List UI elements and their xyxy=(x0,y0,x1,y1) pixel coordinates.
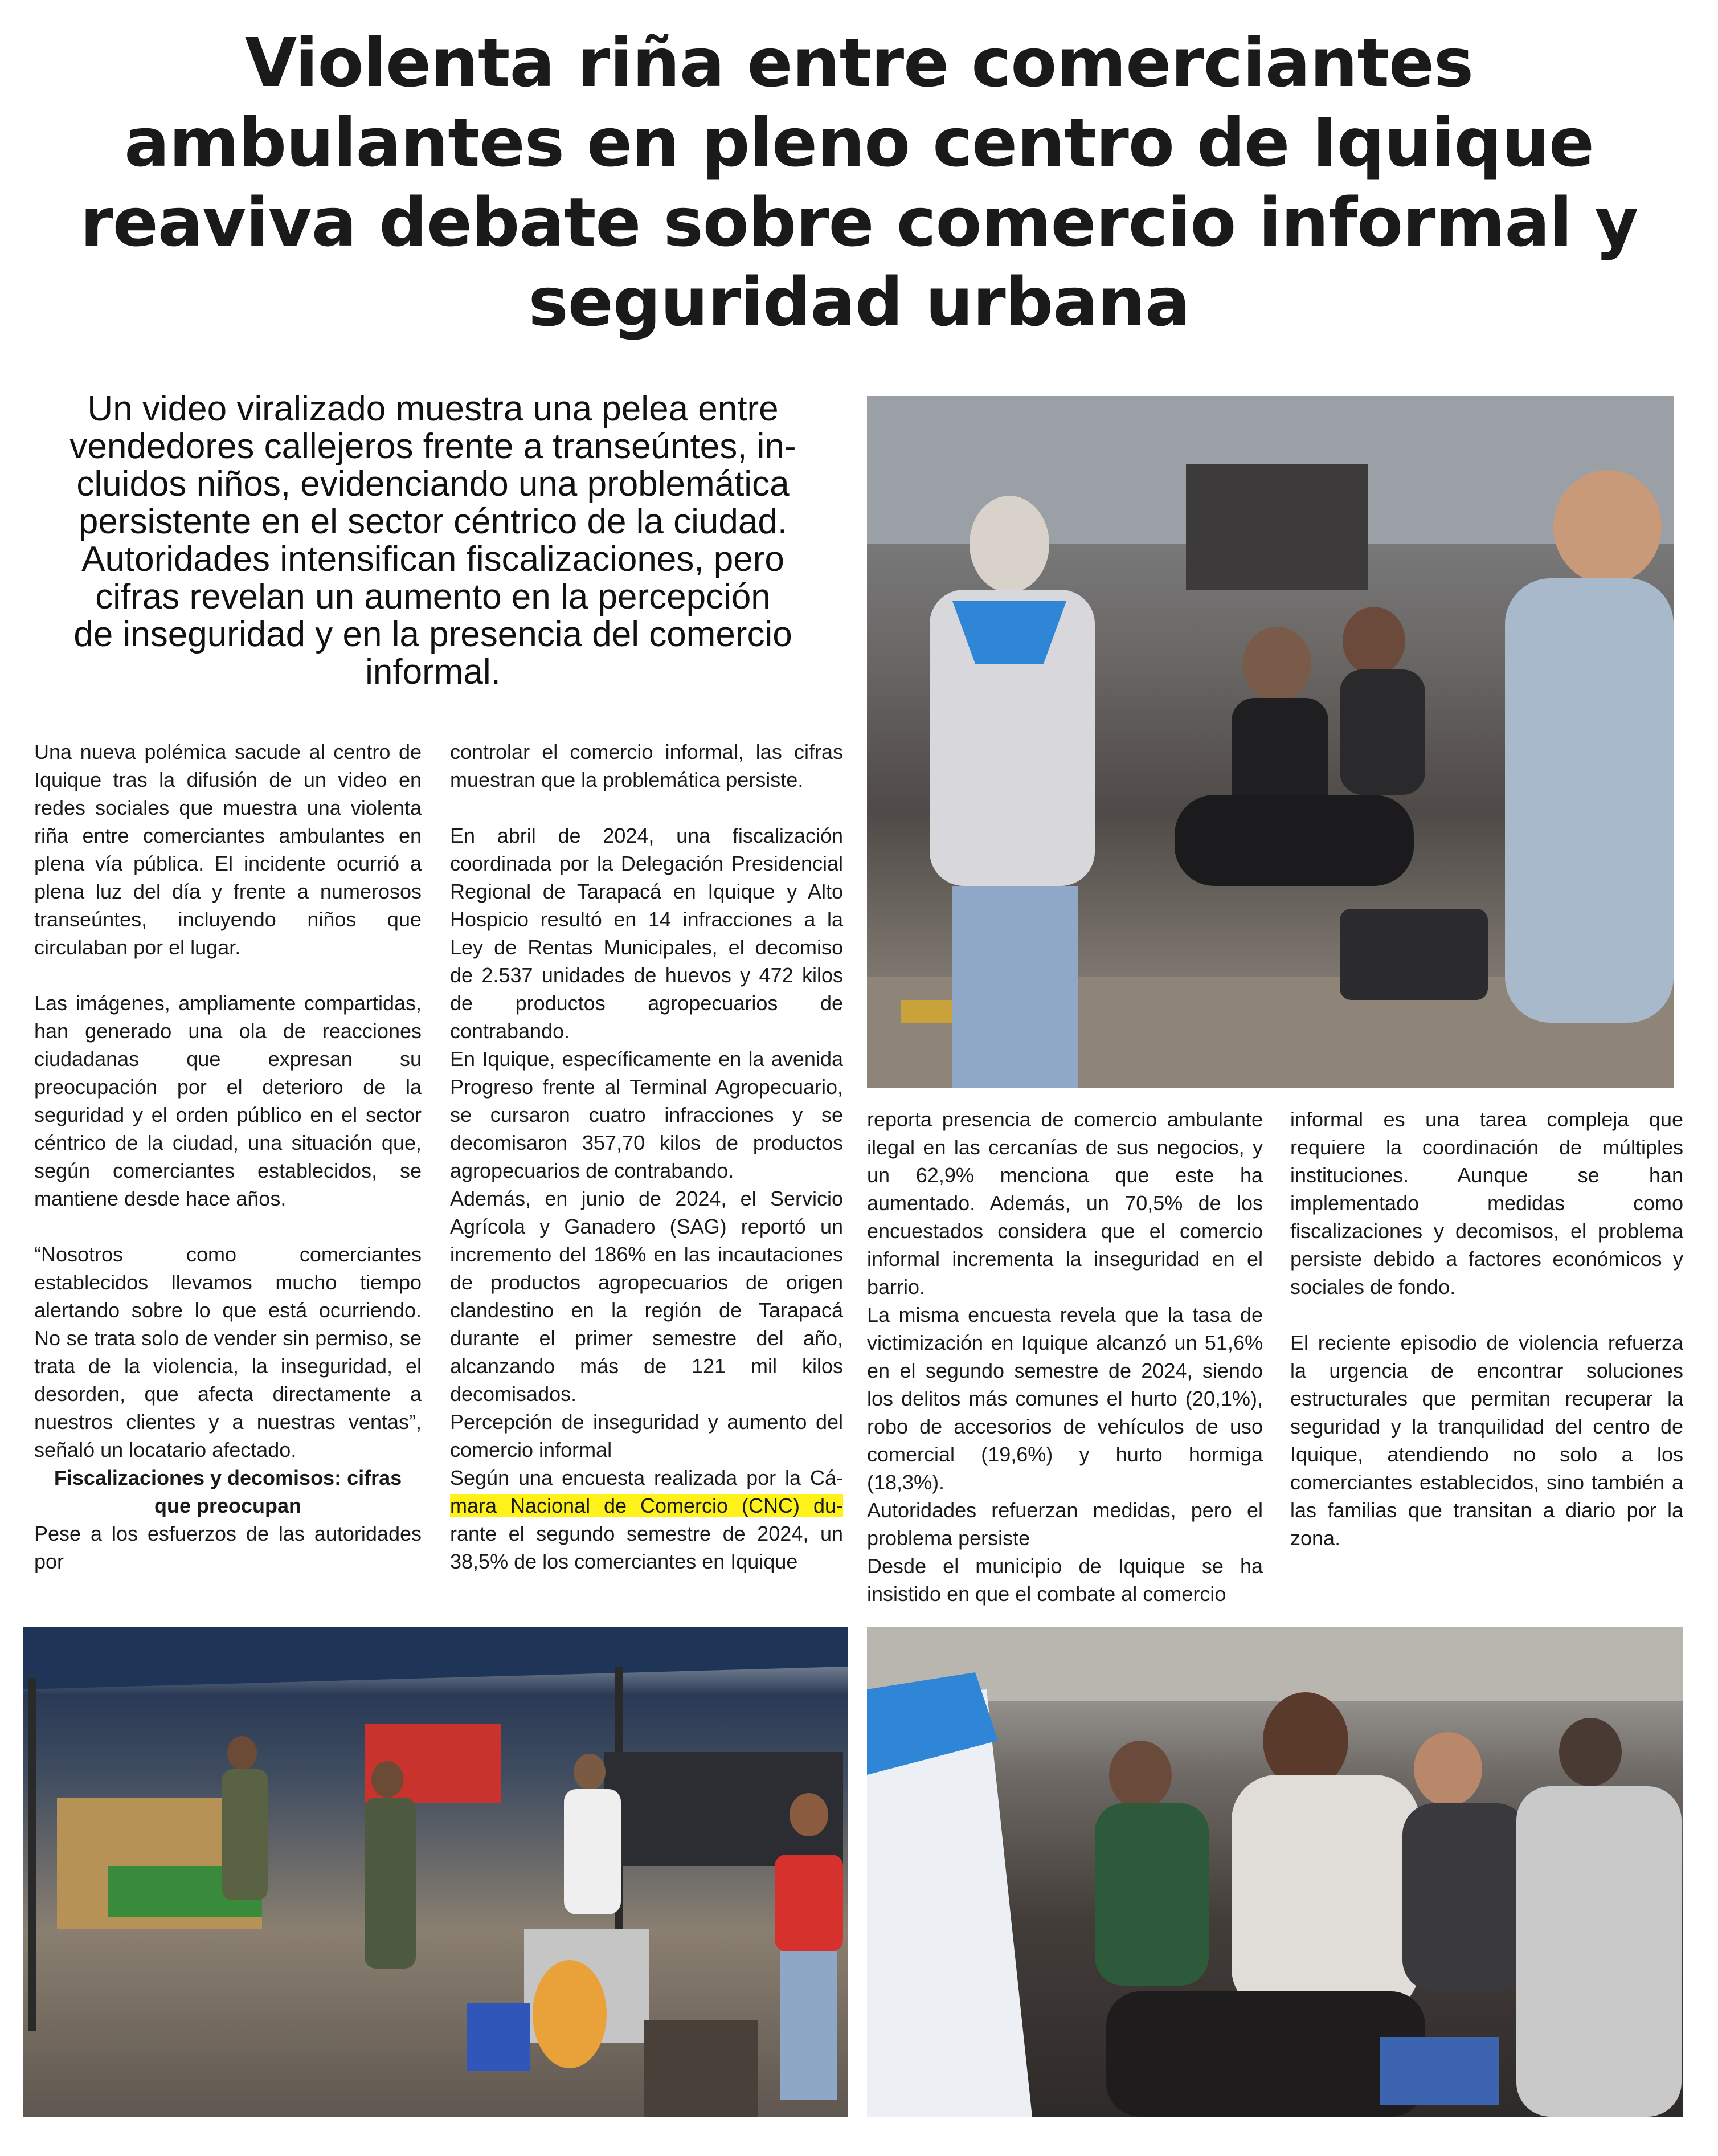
body-paragraph: En abril de 2024, una fiscalización coordinada por la Delegación Presidencial Regional de Tarapacá en Iquique y Alto Hospicio resultó en 14 infracciones a la Ley de Rentas Municipales, el decomiso de 2.537 unidades de huevos y 472 kilos de productos agropecuarios de contrabando. xyxy=(450,824,843,1043)
deck-line: Un video viralizado muestra una pelea entre xyxy=(87,389,779,428)
article-column-3 xyxy=(867,1105,1263,1608)
body-paragraph: El reciente episodio de violencia refuerza la urgencia de encontrar soluciones estructurales que permitan recuperar la seguridad y la tranquilidad del centro de Iquique, atendiendo no solo a los comerciantes establecidos, sino también a las familias que transitan a diario por la zona. xyxy=(1290,1331,1683,1550)
body-paragraph: “Nosotros como comerciantes establecidos llevamos mucho tiempo alertando sobre lo que está ocurriendo. No se trata solo de vender sin permiso, se trata de la violencia, la inseguridad, el desorden, que afecta directamente a nuestros clientes y a nuestras ventas”, señaló un locatario afectado. xyxy=(34,1243,422,1461)
article-column-2 xyxy=(450,738,843,1575)
body-paragraph: reporta presencia de comercio ambulante ilegal en las cercanías de sus negocios, y un 62,9% menciona que este ha aumentado. Además, un 70,5% de los encuestados considera que el comercio informal incrementa la inseguridad en el barrio. xyxy=(867,1108,1263,1298)
body-paragraph: controlar el comercio informal, las cifras muestran que la problemática persiste. xyxy=(450,740,843,791)
article-column-4 xyxy=(1290,1105,1683,1552)
deck-line: cifras revelan un aumento en la percepción xyxy=(95,577,771,616)
section-subheading: Autoridades refuerzan medidas, pero el problema persiste xyxy=(867,1498,1263,1550)
body-paragraph: Una nueva polémica sacude al centro de Iquique tras la difusión de un video en redes sociales que muestra una violenta riña entre comerciantes ambulantes en plena vía pública. El incidente ocurrió a plena luz del día y frente a numerosos transeúntes, incluyendo niños que circulaban por el lugar. xyxy=(34,740,422,959)
section-subheading: Percepción de inseguridad y aumento del comercio informal xyxy=(450,1410,843,1461)
body-paragraph: En Iquique, específicamente en la avenida Progreso frente al Terminal Agropecuario, se cursaron cuatro infracciones y se decomisaron 357,70 kilos de productos agropecuarios de contrabando. xyxy=(450,1047,843,1182)
body-paragraph: Las imágenes, ampliamente compartidas, han generado una ola de reacciones ciudadanas que expresan su preocupación por el deterioro de la seguridad y el orden público en el sector céntrico de la ciudad, una situación que, según comerciantes establecidos, se mantiene desde hace años. xyxy=(34,991,422,1210)
photo-fight-closeup-illustration xyxy=(867,1627,1683,2117)
photo-market-stall-illustration xyxy=(23,1627,848,2117)
deck-summary xyxy=(23,390,843,691)
photo-street-fight xyxy=(867,396,1674,1088)
body-paragraph: Desde el municipio de Iquique se ha insistido en que el combate al comercio xyxy=(867,1554,1263,1606)
body-paragraph: Pese a los esfuerzos de las autoridades por xyxy=(34,1522,422,1573)
deck-line: Autoridades intensifican fiscalizaciones, pero xyxy=(81,540,784,579)
body-paragraph: La misma encuesta revela que la tasa de victimización en Iquique alcanzó un 51,6% en el segundo semestre de 2024, siendo los delitos más comunes el hurto (20,1%), robo de accesorios de vehículos de uso comercial (19,6%) y hurto hormiga (18,3%). xyxy=(867,1303,1263,1494)
body-paragraph: Además, en junio de 2024, el Servicio Agrícola y Ganadero (SAG) reportó un incremento del 186% en las incautaciones de productos agropecuarios de origen clandestino en la región de Tarapacá durante el primer semestre del año, alcanzando más de 121 mil kilos decomisados. xyxy=(450,1187,843,1406)
headline-line: seguridad urbana xyxy=(528,263,1190,341)
body-text: rante el segundo semestre de 2024, un 38,5% de los comerciantes en Iquique xyxy=(450,1522,843,1573)
deck-line: cluidos niños, evidenciando una problemática xyxy=(76,464,790,504)
section-subheading: Fiscalizaciones y decomisos: cifras que preocupan xyxy=(54,1466,402,1517)
deck-line: vendedores callejeros frente a transeúntes, in- xyxy=(69,427,796,466)
deck-line: persistente en el sector céntrico de la ciudad. xyxy=(78,502,788,541)
headline-line: ambulantes en pleno centro de Iquique xyxy=(124,103,1594,182)
deck-line: de inseguridad y en la presencia del comercio xyxy=(73,615,792,654)
body-paragraph xyxy=(450,1464,843,1575)
photo-street-fight-illustration xyxy=(867,396,1674,1088)
body-paragraph: informal es una tarea compleja que requiere la coordinación de múltiples instituciones. Aunque se han implementado medidas como fiscalizaciones y decomisos, el problema persiste debido a factores económicos y sociales de fondo. xyxy=(1290,1108,1683,1298)
photo-fight-closeup xyxy=(867,1627,1683,2117)
body-text: Según una encuesta realizada por la Cá- xyxy=(450,1466,843,1489)
headline-line: reaviva debate sobre comercio informal y xyxy=(80,183,1638,262)
photo-market-stall-inspection xyxy=(23,1627,848,2117)
deck-line: informal. xyxy=(365,652,501,692)
headline-line: Violenta riña entre comerciantes xyxy=(244,23,1474,102)
highlighted-text: mara Nacional de Comercio (CNC) du- xyxy=(450,1494,843,1517)
headline xyxy=(23,23,1695,342)
article-column-1 xyxy=(34,738,422,1575)
